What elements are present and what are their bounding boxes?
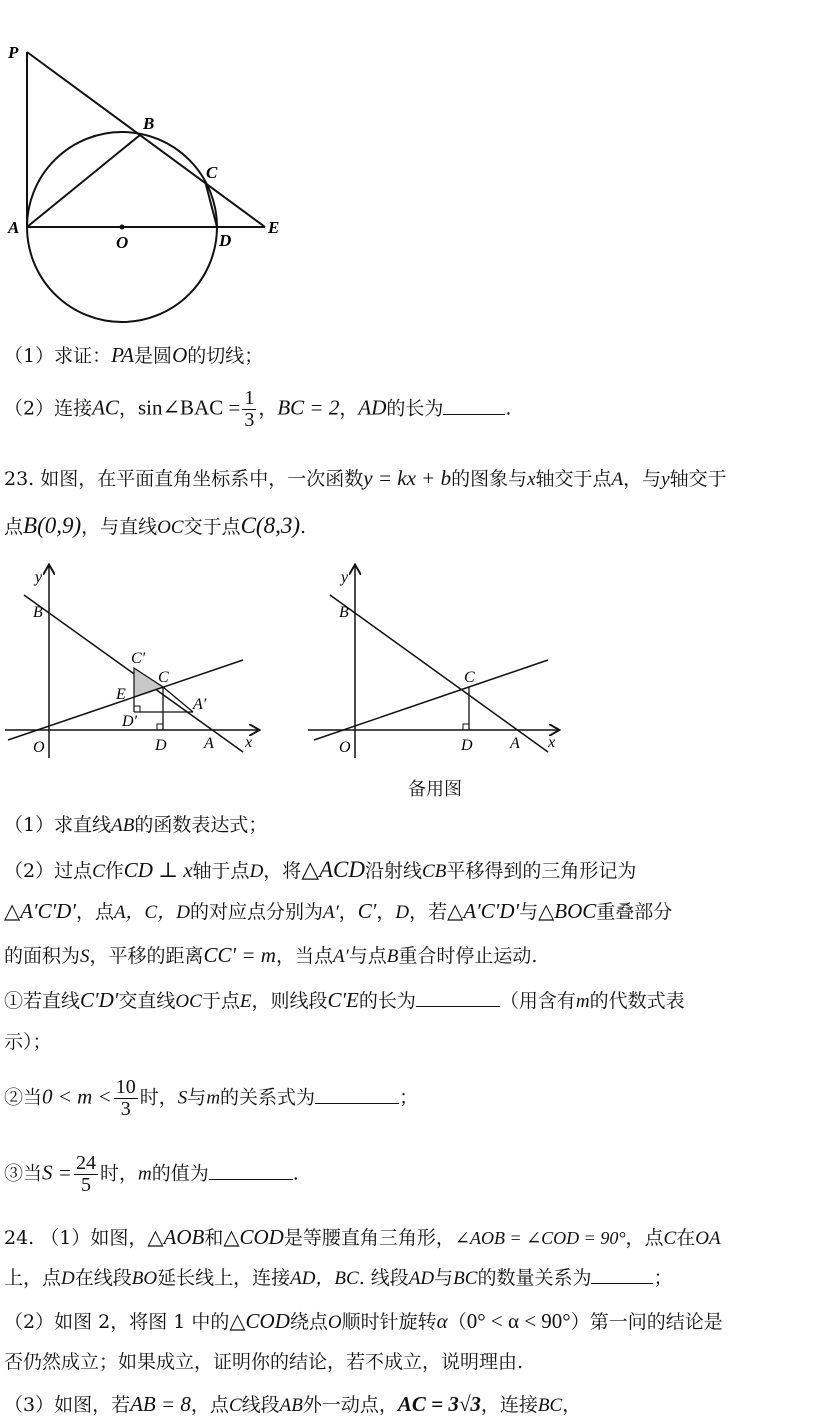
- label-d-prime: D′: [122, 713, 138, 730]
- label-x: x: [245, 734, 253, 751]
- math-ac: AC: [92, 395, 119, 420]
- fraction-one-third: [242, 388, 256, 431]
- label-a: A: [204, 735, 214, 752]
- text: ，与: [623, 468, 662, 490]
- text: 在: [676, 1227, 696, 1249]
- text: ，将: [263, 860, 302, 882]
- label-a-prime: A′: [193, 696, 207, 713]
- math-e: E: [239, 991, 252, 1012]
- label-a: A: [510, 735, 520, 752]
- label-b: B: [33, 604, 43, 621]
- text: 与点: [348, 945, 387, 967]
- math-triangle-prime: △A′C′D′: [4, 899, 76, 923]
- math-ab-8: AB = 8: [130, 1392, 191, 1416]
- text: ，平移的距离: [89, 945, 204, 967]
- text: ；: [399, 1086, 419, 1109]
- text: 与: [434, 1267, 454, 1289]
- text: 的长为: [358, 990, 416, 1012]
- text: （2）连接: [4, 397, 93, 420]
- q23-line2: [4, 512, 306, 540]
- q24-line3: [4, 1309, 723, 1335]
- text: 外一动点，: [302, 1394, 398, 1416]
- math-range: 0° < α < 90°: [466, 1309, 571, 1333]
- right-angle-d-prime: [134, 706, 140, 712]
- label-e: E: [116, 686, 126, 703]
- text: ，: [562, 1394, 582, 1416]
- q23-sub3: [4, 1153, 299, 1196]
- math-ad: AD: [408, 1268, 435, 1289]
- math-oa: OA: [695, 1228, 721, 1249]
- math-o: O: [172, 343, 188, 367]
- math-triangle-prime-2: △A′C′D′: [447, 899, 520, 923]
- math-alpha: α: [436, 1309, 448, 1333]
- label-d: D: [219, 231, 232, 250]
- math-c-prime-d-prime: C′D′: [80, 988, 119, 1012]
- text: ，点: [625, 1227, 664, 1249]
- math-d: D: [249, 861, 264, 882]
- text: （: [447, 1311, 467, 1333]
- label-c: C: [206, 163, 218, 182]
- text: ，与直线: [81, 516, 158, 538]
- math-a: A: [611, 469, 624, 490]
- text: 的图象与: [451, 468, 528, 490]
- frac-den: 3: [244, 409, 255, 431]
- math-triangle-aob: △AOB: [147, 1225, 205, 1249]
- text: （1）求证：: [4, 345, 112, 367]
- math-c: C: [92, 861, 105, 882]
- math-cd-perp: CD ⊥ x: [123, 858, 193, 882]
- text: ，点: [75, 901, 114, 923]
- text: ③当: [4, 1162, 43, 1185]
- math-triangle-cod: △COD: [223, 1225, 284, 1249]
- math-c-prime: C′: [357, 899, 377, 923]
- text: 轴于点: [192, 860, 250, 882]
- text: 交直线: [118, 990, 176, 1012]
- math-a-prime: A′: [322, 902, 339, 923]
- q23-sub1-line1: [4, 988, 685, 1014]
- text: . 线段: [358, 1267, 409, 1289]
- segment-pe: [27, 52, 265, 227]
- math-d: D: [61, 1268, 75, 1289]
- math-bc: BC = 2: [277, 395, 340, 420]
- label-d: D: [155, 737, 167, 754]
- text: 轴交于点: [535, 468, 612, 490]
- text: 的值为: [151, 1162, 209, 1185]
- text: 的对应点分别为: [189, 901, 323, 923]
- label-b: B: [143, 114, 155, 133]
- line-oc: [314, 660, 548, 740]
- text: ，点: [190, 1394, 229, 1416]
- text: ）第一问的结论是: [570, 1311, 723, 1333]
- math-m: m: [575, 991, 590, 1012]
- text: ①若直线: [4, 990, 81, 1012]
- math-points: A，C，D: [113, 902, 190, 923]
- text: ；: [653, 1267, 673, 1289]
- math-s-equals: S =: [42, 1160, 72, 1185]
- math-bo: BO: [131, 1268, 158, 1289]
- right-angle-d: [463, 724, 469, 730]
- q24-line1: [4, 1225, 721, 1251]
- q23-part2-line3: [4, 943, 537, 969]
- text: 顺时针旋转: [341, 1311, 437, 1333]
- center-dot: [120, 225, 125, 230]
- math-ad: AD: [358, 395, 387, 420]
- frac-num: 1: [244, 387, 255, 409]
- math-bc: BC: [537, 1395, 563, 1416]
- text: ，连接: [480, 1394, 538, 1416]
- math-m: m: [137, 1163, 152, 1185]
- math-d-prime: D: [395, 902, 410, 923]
- text: （3）如图，若: [4, 1394, 131, 1416]
- math-inequality: 0 < m <: [42, 1084, 112, 1109]
- text: .: [292, 1162, 299, 1185]
- text: 轴交于: [669, 468, 727, 490]
- math-pa: PA: [111, 343, 135, 367]
- fraction-ten-thirds: [114, 1077, 138, 1120]
- q23-sub2: [4, 1077, 418, 1120]
- text: 时，: [99, 1162, 138, 1185]
- math-triangle-cod: △COD: [229, 1309, 290, 1333]
- text: （用含有: [499, 990, 576, 1012]
- line-ab: [330, 595, 548, 752]
- text: 线段: [241, 1394, 280, 1416]
- math-func: y = kx + b: [363, 466, 452, 490]
- text: 示）；: [4, 1031, 52, 1053]
- math-c: C: [228, 1395, 242, 1416]
- text: 否仍然成立；如果成立，证明你的结论，若不成立，说明理由.: [4, 1351, 524, 1373]
- text: 交于点: [183, 516, 241, 538]
- label-o: O: [116, 233, 129, 252]
- text: ，若: [409, 901, 448, 923]
- text: 是等腰直角三角形，: [283, 1227, 455, 1249]
- answer-blank[interactable]: [591, 1267, 653, 1284]
- text: 24. （1）如图，: [4, 1227, 148, 1249]
- frac-den: 3: [120, 1098, 131, 1120]
- text: ，则线段: [251, 990, 328, 1012]
- text: 上，点: [4, 1267, 62, 1289]
- text: ，: [258, 397, 278, 420]
- text: 的关系式为: [220, 1086, 316, 1109]
- text: （1）求直线: [4, 814, 112, 836]
- text: 作: [104, 860, 124, 882]
- label-d: D: [461, 737, 473, 754]
- text: ，: [338, 901, 358, 923]
- answer-blank[interactable]: [416, 990, 500, 1007]
- label-c: C: [158, 669, 169, 686]
- text: 23. 如图，在平面直角坐标系中，一次函数: [4, 468, 364, 490]
- math-s: S: [80, 946, 90, 967]
- label-a: A: [8, 218, 20, 237]
- segment-ab: [27, 135, 140, 227]
- q23-part2-line1: [4, 856, 636, 884]
- text: 延长线上，连接: [157, 1267, 291, 1289]
- text: 的代数式表: [589, 990, 685, 1012]
- q24-line4: [4, 1351, 523, 1374]
- math-triangle-boc: △BOC: [538, 899, 597, 923]
- label-x: x: [548, 734, 556, 751]
- math-sin: sin∠BAC =: [137, 395, 241, 420]
- math-s: S: [177, 1087, 188, 1109]
- text: 时，: [139, 1086, 178, 1109]
- q22-part2: [4, 388, 511, 431]
- text: ，当点: [275, 945, 333, 967]
- q23-line1: [4, 466, 727, 492]
- math-ab: AB: [279, 1395, 303, 1416]
- text: 在线段: [74, 1267, 132, 1289]
- math-cc-prime: CC′ = m: [203, 943, 276, 967]
- text: 和: [204, 1227, 224, 1249]
- figure-caption: 备用图: [408, 779, 462, 800]
- q23-part2-line2: [4, 899, 672, 925]
- text: ，: [118, 397, 138, 420]
- q22-part1: [4, 343, 263, 368]
- math-o: O: [327, 1312, 342, 1333]
- figure-coordinate-right: [300, 560, 570, 760]
- q24-line2: [4, 1267, 672, 1291]
- text: .: [505, 397, 512, 420]
- math-oc: OC: [175, 991, 202, 1012]
- math-ac-value: AC = 3√3: [397, 1392, 481, 1416]
- math-y: y: [661, 469, 670, 490]
- label-o: O: [339, 739, 351, 756]
- q23-sub1-line2: [4, 1031, 52, 1054]
- label-c: C: [464, 669, 475, 686]
- text: 与: [519, 901, 539, 923]
- q24-line5: [4, 1392, 581, 1418]
- math-triangle-acd: △ACD: [301, 857, 366, 882]
- text: 绕点: [289, 1311, 328, 1333]
- text: 的函数表达式；: [134, 814, 268, 836]
- math-point-b: B(0,9): [23, 513, 82, 538]
- label-y: y: [341, 569, 349, 586]
- q23-part1: [4, 814, 267, 838]
- text: 的面积为: [4, 945, 81, 967]
- text: 与: [187, 1086, 207, 1109]
- text: 是圆: [134, 345, 173, 367]
- label-e: E: [268, 218, 280, 237]
- answer-blank[interactable]: [209, 1163, 293, 1180]
- text: 点: [4, 516, 24, 538]
- math-cb: CB: [422, 861, 447, 882]
- answer-blank[interactable]: [315, 1087, 399, 1104]
- text: ，: [376, 901, 396, 923]
- label-y: y: [35, 569, 43, 586]
- text: 的数量关系为: [477, 1267, 592, 1289]
- text: 沿射线: [365, 860, 423, 882]
- label-b: B: [339, 604, 349, 621]
- label-p: P: [8, 43, 19, 62]
- text: ②当: [4, 1086, 43, 1109]
- answer-blank[interactable]: [443, 398, 505, 415]
- text: 重叠部分: [596, 901, 673, 923]
- math-c-prime-e: C′E: [327, 988, 359, 1012]
- label-o: O: [33, 739, 45, 756]
- math-ab: AB: [111, 815, 135, 836]
- frac-num: 24: [75, 1152, 96, 1174]
- text: 的长为: [386, 397, 444, 420]
- figure-circle-tangent: [0, 30, 300, 330]
- math-angles: ∠AOB = ∠COD = 90°: [454, 1228, 626, 1248]
- text: （2）如图 2，将图 1 中的: [4, 1311, 230, 1333]
- text: 于点: [201, 990, 240, 1012]
- fraction-24-5: [74, 1153, 98, 1196]
- math-x: x: [527, 469, 536, 490]
- text: .: [300, 516, 307, 538]
- segment-c-a-prime: [163, 687, 193, 712]
- text: ，: [339, 397, 359, 420]
- math-oc: OC: [157, 517, 184, 538]
- math-point-c: C(8,3): [240, 513, 300, 538]
- math-ad-bc: AD，BC: [290, 1268, 359, 1289]
- right-angle-d: [157, 724, 163, 730]
- frac-den: 5: [80, 1174, 91, 1196]
- math-bc: BC: [453, 1268, 478, 1289]
- frac-num: 10: [115, 1076, 136, 1098]
- math-b: B: [386, 946, 399, 967]
- math-m: m: [206, 1087, 221, 1109]
- math-c: C: [663, 1228, 677, 1249]
- text: 重合时停止运动.: [398, 945, 538, 967]
- text: （2）过点: [4, 860, 93, 882]
- text: 平移得到的三角形记为: [446, 860, 637, 882]
- math-a-prime: A′: [333, 946, 349, 967]
- figure-coordinate-left: [0, 560, 270, 760]
- label-c-prime: C′: [131, 650, 146, 667]
- text: 的切线；: [187, 345, 264, 367]
